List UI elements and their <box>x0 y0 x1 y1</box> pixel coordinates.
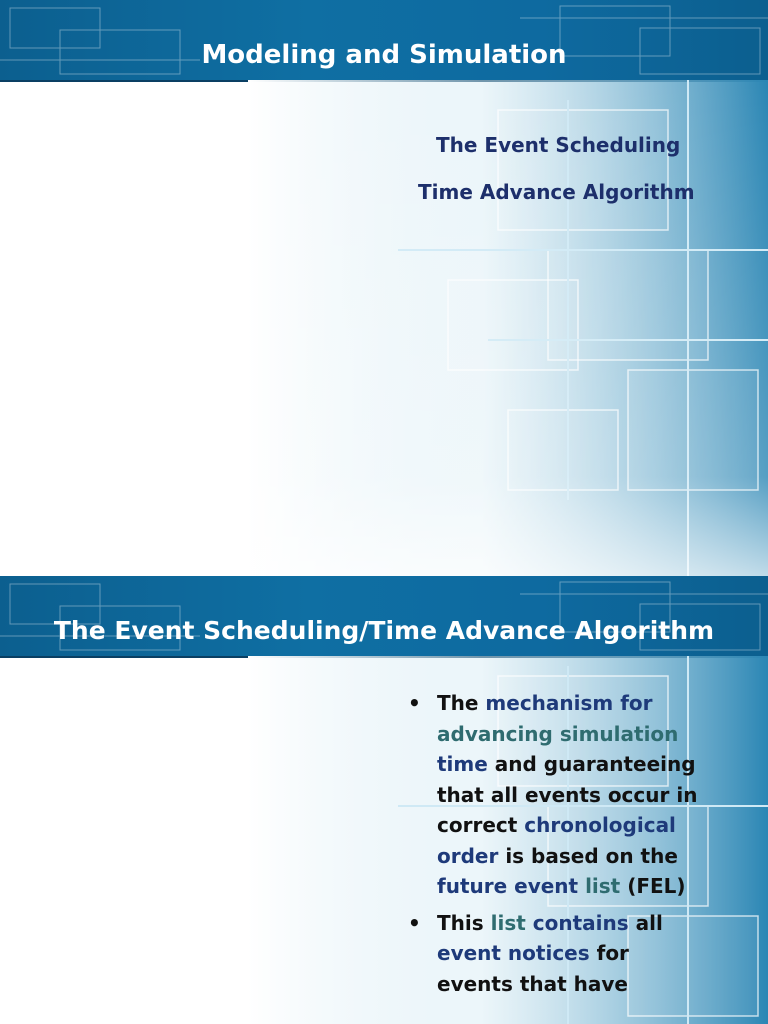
slide-header <box>0 0 768 82</box>
bullet-run: (FEL) <box>620 874 686 898</box>
bullet-run: and guaranteeing that all events occur in correct <box>437 752 698 837</box>
highlight-term: event notices <box>437 941 590 965</box>
subtitle-line-1: The Event Scheduling <box>436 133 681 157</box>
slide-header <box>0 576 768 658</box>
highlight-term: advancing simulation <box>437 721 679 746</box>
bullet-item <box>408 908 708 1000</box>
subtitle-line-2: Time Advance Algorithm <box>418 180 695 204</box>
bullet-run: for events that have <box>437 941 629 996</box>
highlight-term: time <box>437 752 488 776</box>
highlight-term: chronological order <box>437 813 676 868</box>
slide-title: Modeling and Simulation <box>201 40 567 70</box>
highlight-term: future event <box>437 874 586 898</box>
bullet-symbol: • <box>408 910 421 935</box>
bullet-run: is based on the <box>498 843 678 868</box>
highlight-term: contains <box>525 910 629 935</box>
bullet-run: all <box>628 910 663 935</box>
slide-title: The Event Scheduling/Time Advance Algorithm <box>53 616 715 645</box>
highlight-term: mechanism for <box>485 691 653 715</box>
bullet-symbol: • <box>408 691 421 715</box>
highlight-term: list <box>490 910 526 935</box>
bullet-run: The <box>437 691 486 715</box>
bullet-text <box>437 911 663 996</box>
bullet-item <box>408 688 708 902</box>
bullet-run: This <box>437 910 491 935</box>
highlight-term: list <box>585 874 621 898</box>
bullet-list <box>408 688 708 999</box>
bullet-text <box>437 691 697 898</box>
